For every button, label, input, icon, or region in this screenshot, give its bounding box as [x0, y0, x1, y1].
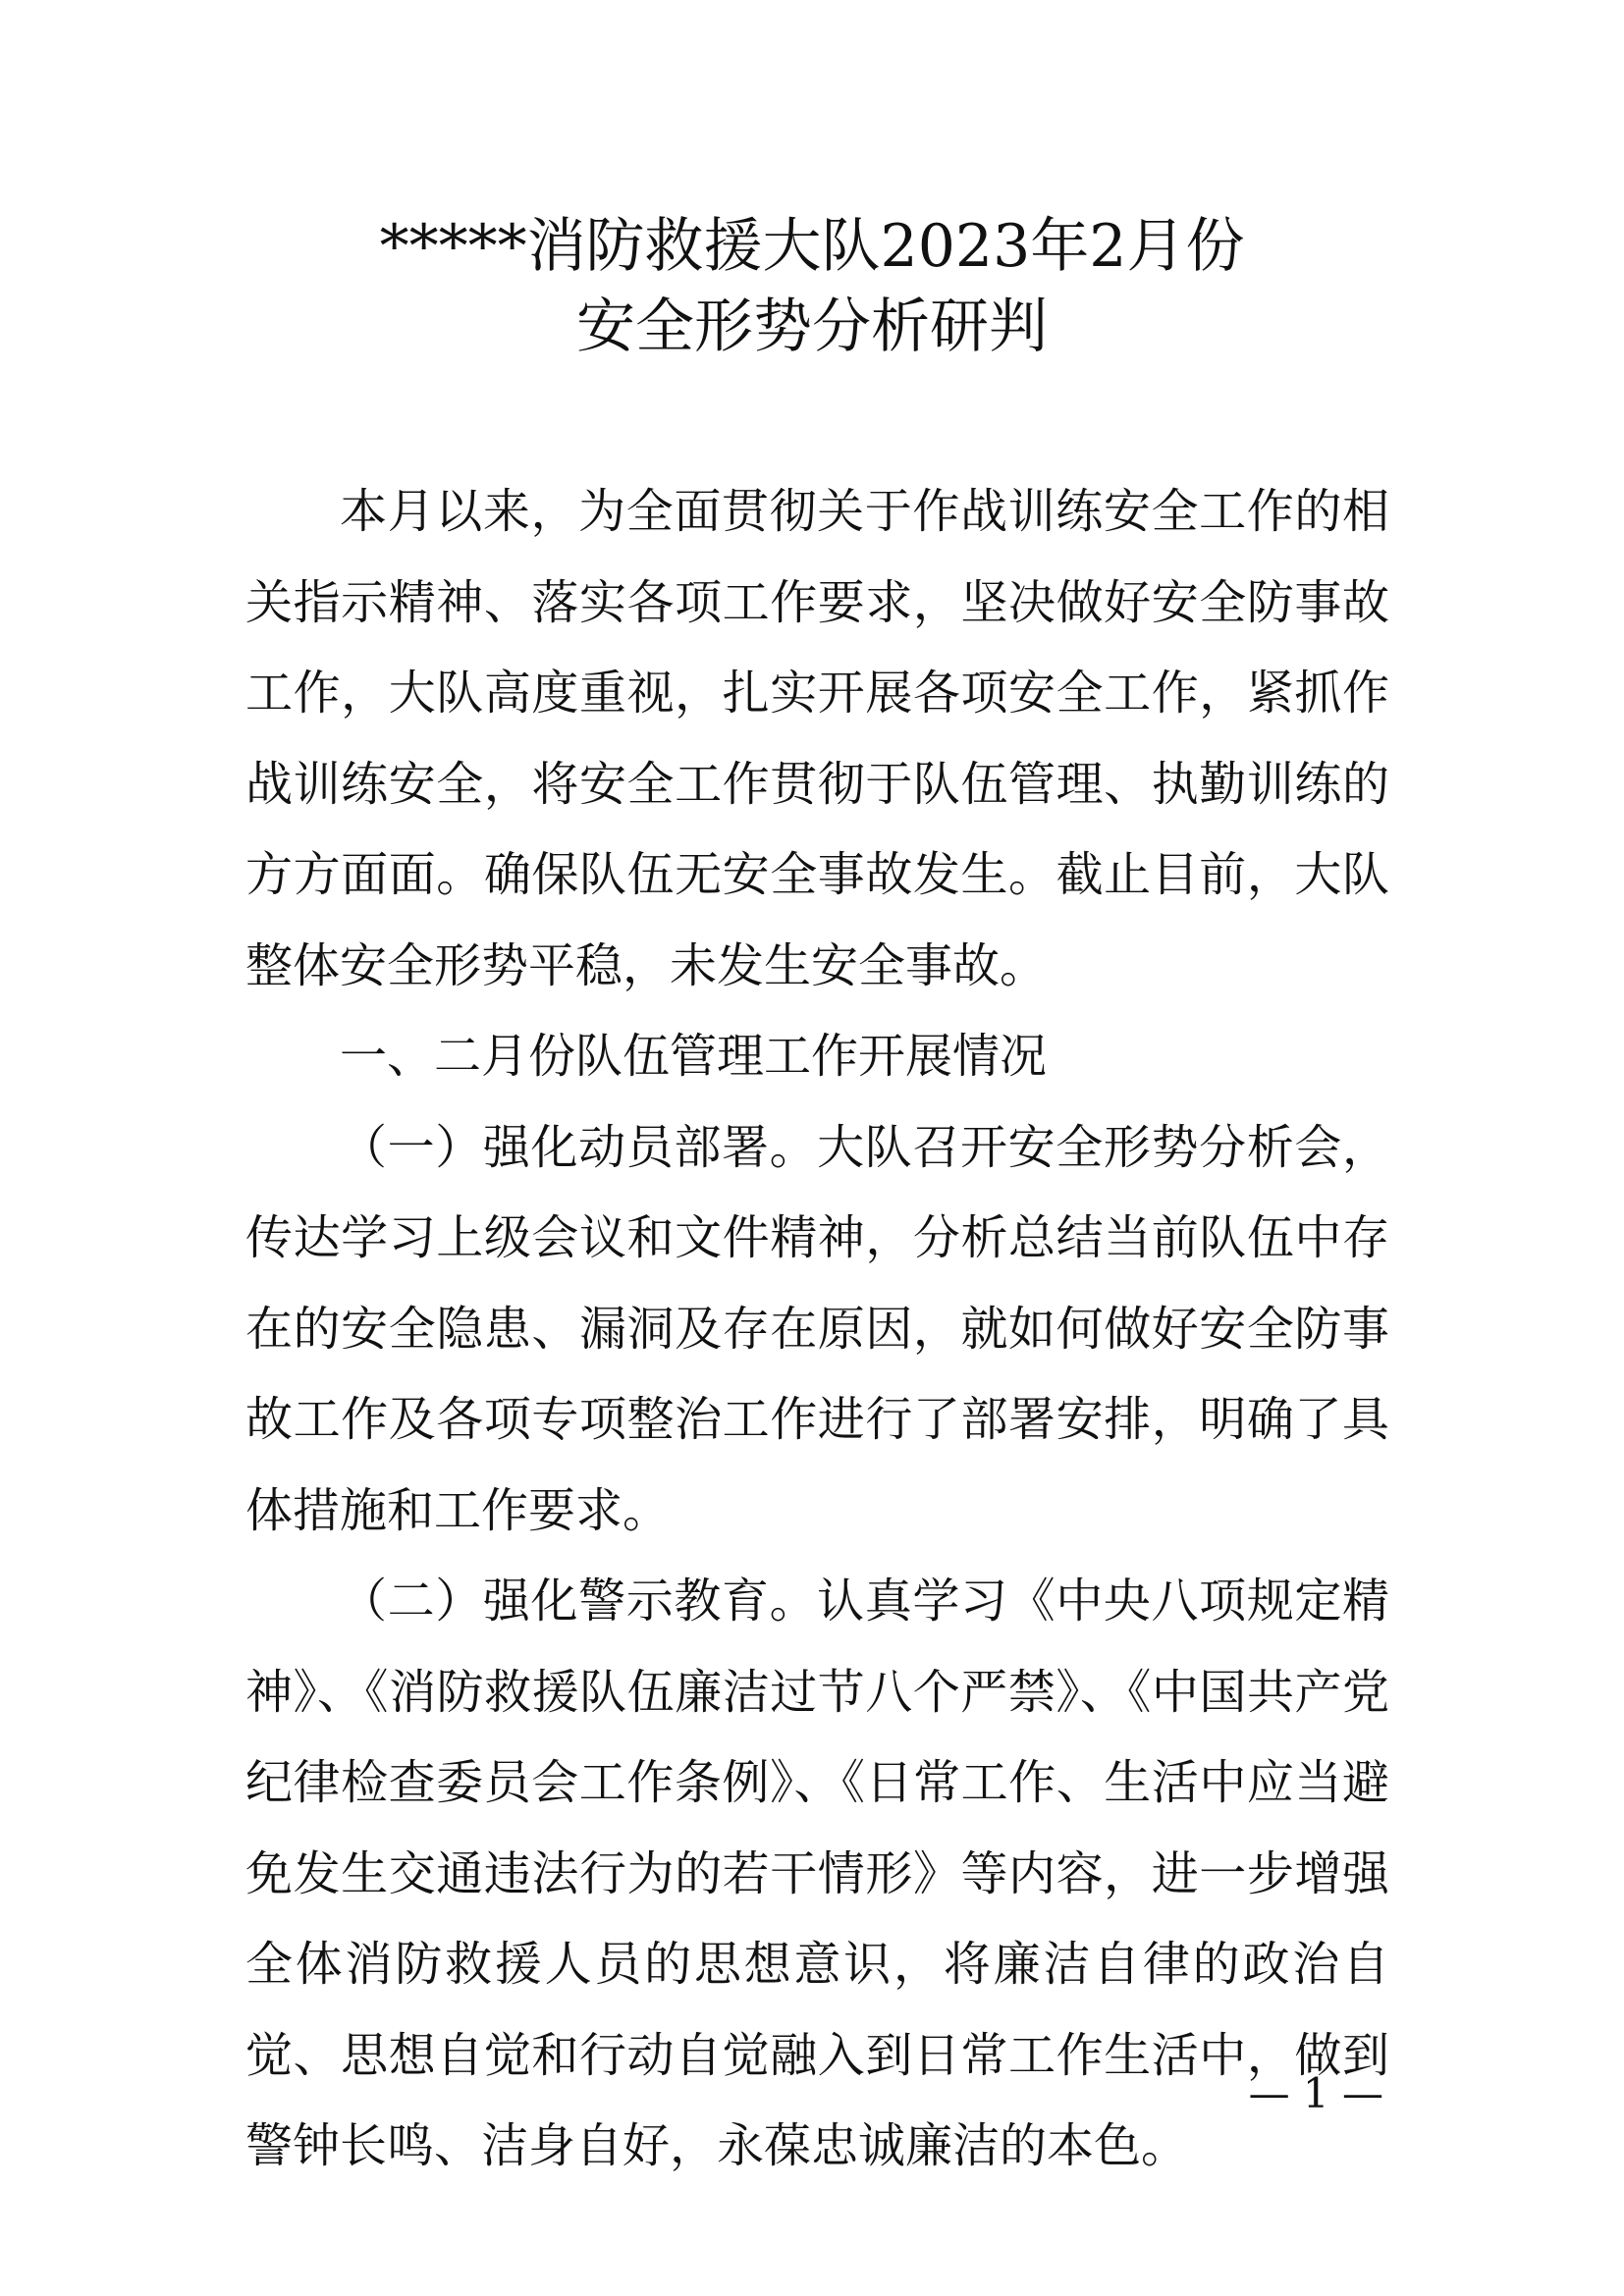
section-1-heading: 一、二月份队伍管理工作开展情况	[340, 1029, 1048, 1084]
document-title-line-1: *****消防救援大队2023年2月份	[379, 212, 1245, 281]
intro-paragraph: 本月以来，为全面贯彻关于作战训练安全工作的相关指示精神、落实各项工作要求，坚决做好安全防事故工作，大队高度重视，扎实开展各项安全工作，紧抓作战训练安全，将安全工作贯彻于队伍管理、执勤训练的方方面面。确保队伍无安全事故发生。截止目前，大队整体安全形势平稳，未发生安全事故。	[245, 484, 1389, 993]
item-1-paragraph: （一）强化动员部署。大队召开安全形势分析会，传达学习上级会议和文件精神，分析总结当前队伍中存在的安全隐患、漏洞及存在原因，就如何做好安全防事故工作及各项专项整治工作进行了部署安排，明确了具体措施和工作要求。	[245, 1119, 1389, 1538]
document-body	[245, 466, 1389, 2192]
page-number: — 1 —	[1248, 2069, 1383, 2117]
item-2-paragraph: （二）强化警示教育。认真学习《中央八项规定精神》、《消防救援队伍廉洁过节八个严禁》、《中国共产党纪律检查委员会工作条例》、《日常工作、生活中应当避免发生交通违法行为的若干情形》等内容，进一步增强全体消防救援人员的思想意识，将廉洁自律的政治自觉、思想自觉和行动自觉融入到日常工作生活中，做到警钟长鸣、洁身自好，永葆忠诚廉洁的本色。	[245, 1574, 1389, 2173]
document-title-line-2: 安全形势分析研判	[576, 293, 1048, 361]
